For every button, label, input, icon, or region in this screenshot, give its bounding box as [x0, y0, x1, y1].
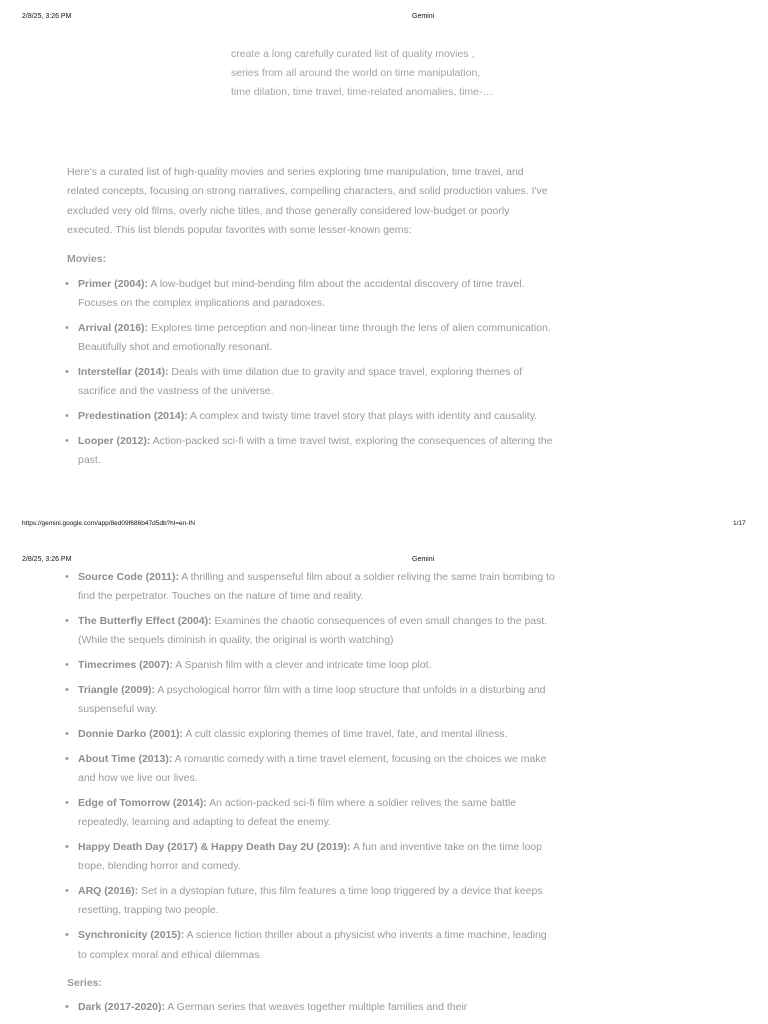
list-item: [78, 681, 558, 720]
movie-description: A science fiction thriller about a physicist who invents a time machine, leading to complex moral and ethical dilemmas.: [78, 929, 547, 961]
print-footer-url: https://gemini.google.com/app/8ed09f686b47d5db?hl=en-IN: [22, 520, 195, 527]
movie-title: Synchronicity (2015):: [78, 929, 185, 942]
movie-description: Deals with time dilation due to gravity and space travel, exploring themes of sacrifice and the vastness of the universe.: [78, 366, 523, 398]
movie-title: Looper (2012):: [78, 435, 151, 448]
list-item: [78, 725, 558, 744]
list-item: [78, 432, 558, 471]
prompt-line: create a long carefully curated list of quality movies ,: [231, 48, 475, 60]
movie-title: Edge of Tomorrow (2014):: [78, 796, 207, 809]
movie-description: A Spanish film with a clever and intricate time loop plot.: [172, 659, 432, 672]
movie-description: A psychological horror film with a time loop structure that unfolds in a disturbing and suspenseful way.: [78, 683, 546, 716]
list-item: [78, 838, 558, 877]
list-item: [78, 275, 558, 314]
response-intro: Here's a curated list of high-quality movies and series exploring time manipulation, time travel, and related concepts, focusing on strong narratives, compelling characters, and solid production values. I've excluded very old films, overly niche titles, and those generally considered low-budget or poorly executed. This list blends popular favorites with some lesser-known gems:: [67, 166, 548, 236]
prompt-line: series from all around the world on time manipulation,: [231, 67, 481, 79]
list-item: [78, 363, 558, 402]
list-item: [78, 568, 558, 607]
print-header-datetime: 2/8/25, 3:26 PM: [22, 13, 72, 20]
movie-description: An action-packed sci-fi film where a soldier relives the same battle repeatedly, learning and adapting to defeat the enemy.: [78, 796, 517, 829]
print-header-title: Gemini: [412, 556, 435, 563]
list-item: [78, 612, 558, 651]
list-item: [78, 926, 558, 965]
print-footer-page-number: 1/17: [733, 520, 746, 527]
movie-description: Explores time perception and non-linear time through the lens of alien communication. Beautifully shot and emotionally resonant.: [78, 322, 551, 354]
series-list: [78, 998, 558, 1023]
print-header-title: Gemini: [412, 13, 435, 20]
prompt-line: time dilation, time travel, time-related anomalies, time-…: [231, 86, 494, 98]
movie-title: Interstellar (2014):: [78, 366, 169, 379]
movie-title: The Butterfly Effect (2004):: [78, 615, 212, 628]
list-item: [78, 407, 558, 426]
series-heading: Series:: [67, 977, 103, 989]
movie-description: Action-packed sci-fi with a time travel twist, exploring the consequences of altering the past.: [78, 435, 553, 467]
movie-description: A fun and inventive take on the time loop trope, blending horror and comedy.: [78, 841, 542, 873]
list-item: [78, 998, 558, 1017]
list-item: [78, 794, 558, 833]
movie-title: Happy Death Day (2017) & Happy Death Day 2U (2019):: [78, 841, 351, 854]
list-item: [78, 319, 558, 358]
series-title: Dark (2017-2020):: [78, 1001, 165, 1013]
movie-title: About Time (2013):: [78, 752, 173, 765]
movie-title: Predestination (2014):: [78, 410, 188, 423]
movie-title: Arrival (2016):: [78, 322, 149, 335]
movie-title: Primer (2004):: [78, 278, 149, 290]
movies-list-page1: [78, 275, 558, 476]
movie-description: A romantic comedy with a time travel element, focusing on the choices we make and how we live our lives.: [78, 752, 547, 785]
series-description: A German series that weaves together multiple families and their: [164, 1001, 468, 1013]
movie-title: Timecrimes (2007):: [78, 659, 173, 672]
movie-title: Source Code (2011):: [78, 571, 179, 583]
movie-description: Set in a dystopian future, this film features a time loop triggered by a device that keeps resetting, trapping two people.: [78, 885, 543, 917]
print-header-datetime: 2/8/25, 3:26 PM: [22, 556, 72, 563]
movie-description: A complex and twisty time travel story that plays with identity and causality.: [187, 410, 538, 423]
movie-title: Triangle (2009):: [78, 683, 156, 696]
movie-description: A cult classic exploring themes of time travel, fate, and mental illness.: [183, 728, 508, 741]
list-item: [78, 750, 558, 789]
movies-list-page2: [78, 568, 558, 970]
movie-description: A thrilling and suspenseful film about a soldier reliving the same train bombing to find the perpetrator. Touches on the nature of time and reality.: [78, 571, 555, 603]
list-item: [78, 882, 558, 921]
movie-description: Examines the chaotic consequences of even small changes to the past. (While the sequels diminish in quality, the original is worth watching): [78, 615, 548, 647]
user-prompt: [231, 45, 531, 102]
movie-description: A low-budget but mind-bending film about the accidental discovery of time travel. Focuses on the complex implications and paradoxes.: [78, 278, 525, 310]
movie-title: ARQ (2016):: [78, 885, 139, 898]
movies-heading: Movies:: [67, 253, 107, 265]
list-item: [78, 656, 558, 675]
movie-title: Donnie Darko (2001):: [78, 728, 184, 741]
